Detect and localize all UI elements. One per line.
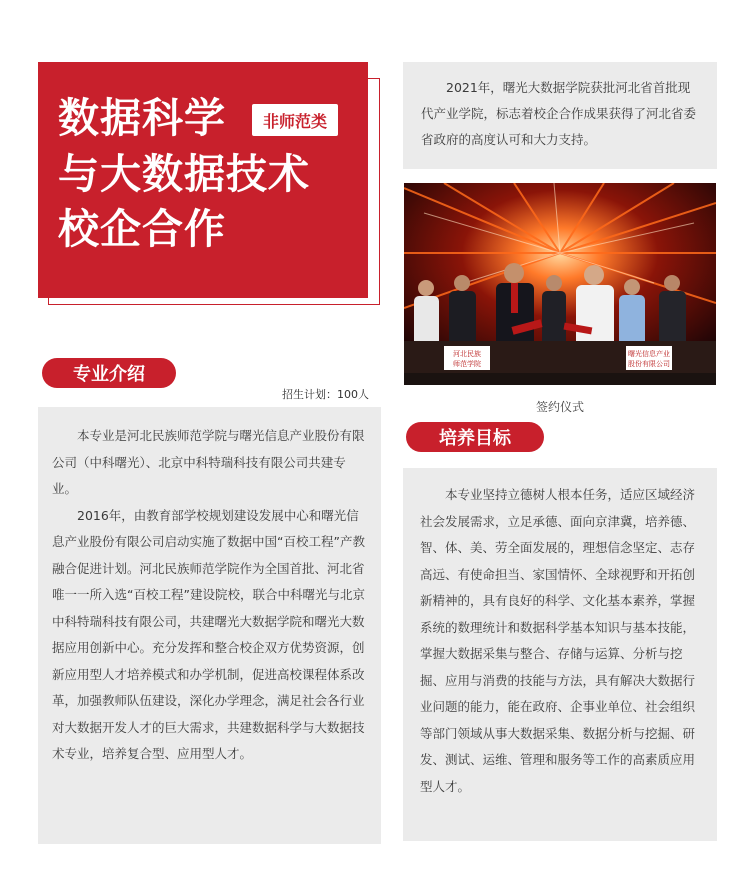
category-tag: 非师范类 [252,104,338,136]
intro-paragraph-1: 本专业是河北民族师范学院与曙光信息产业股份有限公司（中科曙光）、北京中科特瑞科技有限公司共建专业。 [52,428,365,496]
intro-section-label: 专业介绍 [42,358,176,388]
signing-ceremony-photo [404,183,716,385]
title-line-2: 与大数据技术 [58,150,310,198]
goal-panel [403,468,717,841]
sign-left-line-1: 河北民族 [453,350,481,358]
sign-right-line-2: 股份有限公司 [628,360,670,368]
title-line-3: 校企合作 [58,205,226,253]
photo-caption: 签约仪式 [535,400,584,414]
enrollment-plan: 招生计划：100人 [282,388,369,401]
college-approval-text: 2021年，曙光大数据学院获批河北省首批现代产业学院，标志着校企合作成果获得了河北省委省政府的高度认可和大力支持。 [421,80,697,147]
intro-panel [38,407,381,844]
title-line-1: 数据科学 [58,94,226,142]
goal-paragraph: 本专业坚持立德树人根本任务，适应区域经济社会发展需求，立足承德、面向京津冀，培养德、智、体、美、劳全面发展的，理想信念坚定、志存高远、有使命担当、家国情怀、全球视野和开拓创新精神的，具有良好的科学、文化基本素养，掌握系统的数理统计和数据科学基本知识与基本技能，掌握大数据采集与整合、存储与运算、分析与挖掘、应用与消费的技能与方法，具有解决大数据行业问题的能力，能在政府、企事业单位、社会组织等部门领域从事大数据采集、数据分析与挖掘、研发、测试、运维、管理和服务等工作的高素质应用型人才。 [420,487,696,794]
intro-paragraph-2: 2016年，由教育部学校规划建设发展中心和曙光信息产业股份有限公司启动实施了数据中国“百校工程”产教融合促进计划。河北民族师范学院作为全国首批、河北省唯一一所入选“百校工程”建设院校，联合中科曙光与北京中科特瑞科技有限公司，共建曙光大数据学院和曙光大数据应用创新中心。充分发挥和整合校企双方优势资源，创新应用型人才培养模式和办学机制，促进高校课程体系改革，加强教师队伍建设，深化办学理念，满足社会各行业对大数据开发人才的巨大需求，共建数据科学与大数据技术专业，培养复合型、应用型人才。 [52,507,365,761]
title-banner [38,62,368,298]
sign-right-line-1: 曙光信息产业 [628,350,670,358]
goal-section-label: 培养目标 [406,422,544,452]
ceremony-image [404,183,716,385]
college-approval-panel [403,62,717,169]
sign-left-line-2: 师范学院 [453,360,481,368]
